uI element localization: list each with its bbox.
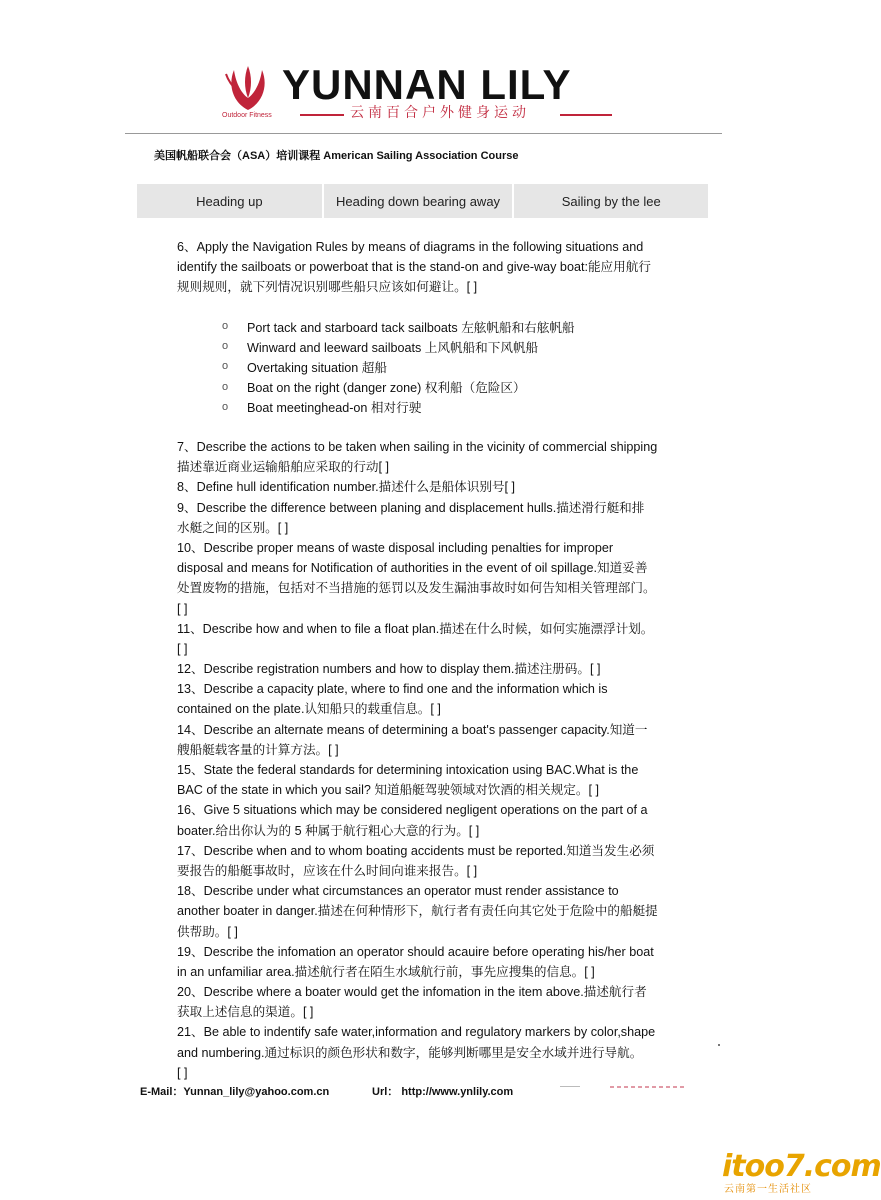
text-line: 11、Describe how and when to file a float plan.描述在什么时候，如何实施漂浮计划。 <box>177 621 654 636</box>
items-7-to-21 <box>177 437 697 1083</box>
text-line: 10、Describe proper means of waste disposal including penalties for improper <box>177 540 614 555</box>
list-item-text: Port tack and starboard tack sailboats 左舷帆船和右舷帆船 <box>247 320 575 335</box>
text-line: 13、Describe a capacity plate, where to find one and the information which is <box>177 682 608 697</box>
text-line: 规则规则，就下列情况识别哪些船只应该如何避让。[ ] <box>177 280 478 295</box>
brand-sub-rule-right <box>560 114 612 116</box>
list-item-text: Winward and leeward sailboats 上风帆船和下风帆船 <box>247 340 539 355</box>
text-line: 19、Describe the infomation an operator should acauire before operating his/her boat <box>177 944 654 959</box>
brand-tagline: Outdoor Fitness <box>222 112 272 119</box>
text-line: and numbering.通过标识的颜色形状和数字，能够判断哪里是安全水域并进行导航。 <box>177 1045 643 1060</box>
table-cell: Heading up <box>196 193 263 209</box>
bullet-icon: o <box>222 400 229 413</box>
list-item <box>222 336 575 356</box>
text-line: 处置废物的措施，包括对不当措施的惩罚以及发生漏油事故时如何告知相关管理部门。 <box>177 581 656 596</box>
footer-rule <box>560 1086 580 1087</box>
watermark-logo-text: itoo7.com <box>722 1149 881 1184</box>
maneuver-table-row <box>137 184 708 218</box>
table-cell: Sailing by the lee <box>512 184 708 218</box>
text-line: 14、Describe an alternate means of determining a boat's passenger capacity.知道一 <box>177 722 648 737</box>
bullet-icon: o <box>222 340 229 353</box>
text-line: 12、Describe registration numbers and how to display them.描述注册码。[ ] <box>177 662 601 677</box>
text-line: 水艇之间的区别。[ ] <box>177 520 289 535</box>
situation-list <box>222 316 575 417</box>
text-line: 21、Be able to indentify safe water,information and regulatory markers by color,shape <box>177 1025 656 1040</box>
text-line: 18、Describe under what circumstances an operator must render assistance to <box>177 884 619 899</box>
text-line: 17、Describe when and to whom boating accidents must be reported.知道当发生必须 <box>177 843 655 858</box>
watermark-subtitle: 云南第一生活社区 <box>724 1184 812 1195</box>
text-line: contained on the plate.认知船只的载重信息。[ ] <box>177 702 441 717</box>
lily-logo-icon <box>222 62 274 114</box>
text-line: another boater in danger.描述在何种情形下，航行者有责任向其它处于危险中的船艇提 <box>177 904 658 919</box>
stray-dot <box>718 1044 720 1046</box>
text-line: 7、Describe the actions to be taken when sailing in the vicinity of commercial shipping <box>177 440 658 454</box>
list-item <box>222 377 575 397</box>
text-line: 描述靠近商业运输船舶应采取的行动[ ] <box>177 460 389 475</box>
text-line: 供帮助。[ ] <box>177 924 238 939</box>
text-line: [ ] <box>177 1065 188 1080</box>
table-cell: Heading down bearing away <box>322 184 513 218</box>
text-line: 9、Describe the difference between planing and displacement hulls.描述滑行艇和排 <box>177 500 645 515</box>
brand-name: YUNNAN LILY <box>282 61 572 108</box>
list-item-text: Boat on the right (danger zone) 权利船（危险区） <box>247 381 526 396</box>
list-item <box>222 397 575 417</box>
header-divider <box>125 133 722 134</box>
text-line: in an unfamiliar area.描述航行者在陌生水域航行前，事先应搜集的信息。[ ] <box>177 964 595 979</box>
text-line: 20、Describe where a boater would get the infomation in the item above.描述航行者 <box>177 985 647 1000</box>
list-item <box>222 356 575 376</box>
bullet-icon: o <box>222 380 229 393</box>
list-item-text: Boat meetinghead-on 相对行驶 <box>247 401 422 416</box>
text-line: [ ] <box>177 641 188 656</box>
text-line: BAC of the state in which you sail? 知道船艇驾驶领域对饮酒的相关规定。[ ] <box>177 783 599 798</box>
site-watermark <box>722 1149 881 1196</box>
text-line: [ ] <box>177 601 188 616</box>
footer-url: Url： http://www.ynlily.com <box>372 1086 514 1098</box>
footer-dotted-rule <box>610 1086 686 1088</box>
text-line: 要报告的船艇事故时，应该在什么时间向谁来报告。[ ] <box>177 863 478 878</box>
text-line: 16、Give 5 situations which may be considered negligent operations on the part of a <box>177 803 648 818</box>
list-item <box>222 316 575 336</box>
bullet-icon: o <box>222 360 229 373</box>
text-line: 15、State the federal standards for determining intoxication using BAC.What is the <box>177 763 639 777</box>
text-line: 获取上述信息的渠道。[ ] <box>177 1005 314 1020</box>
bullet-icon: o <box>222 320 229 333</box>
brand-sub-rule-left <box>300 114 344 116</box>
text-line: 艘船艇载客量的计算方法。[ ] <box>177 742 339 757</box>
text-line: boater.给出你认为的 5 种属于航行粗心大意的行为。[ ] <box>177 823 480 838</box>
text-line: identify the sailboats or powerboat that is the stand-on and give-way boat:能应用航行 <box>177 260 651 275</box>
list-item-text: Overtaking situation 超船 <box>247 360 387 375</box>
course-title: 美国帆船联合会（ASA）培训课程 American Sailing Association Course <box>154 150 519 162</box>
brand-sub-title: 云南百合户外健身运动 <box>350 105 530 121</box>
text-line: 8、Define hull identification number.描述什么是船体识别号[ ] <box>177 480 516 495</box>
text-line: 6、Apply the Navigation Rules by means of diagrams in the following situations and <box>177 240 644 254</box>
text-line: disposal and means for Notification of authorities in the event of oil spillage.知道妥善 <box>177 561 648 576</box>
footer-email: E-Mail：Yunnan_lily@yahoo.com.cn <box>140 1086 330 1098</box>
item-6 <box>177 237 697 298</box>
